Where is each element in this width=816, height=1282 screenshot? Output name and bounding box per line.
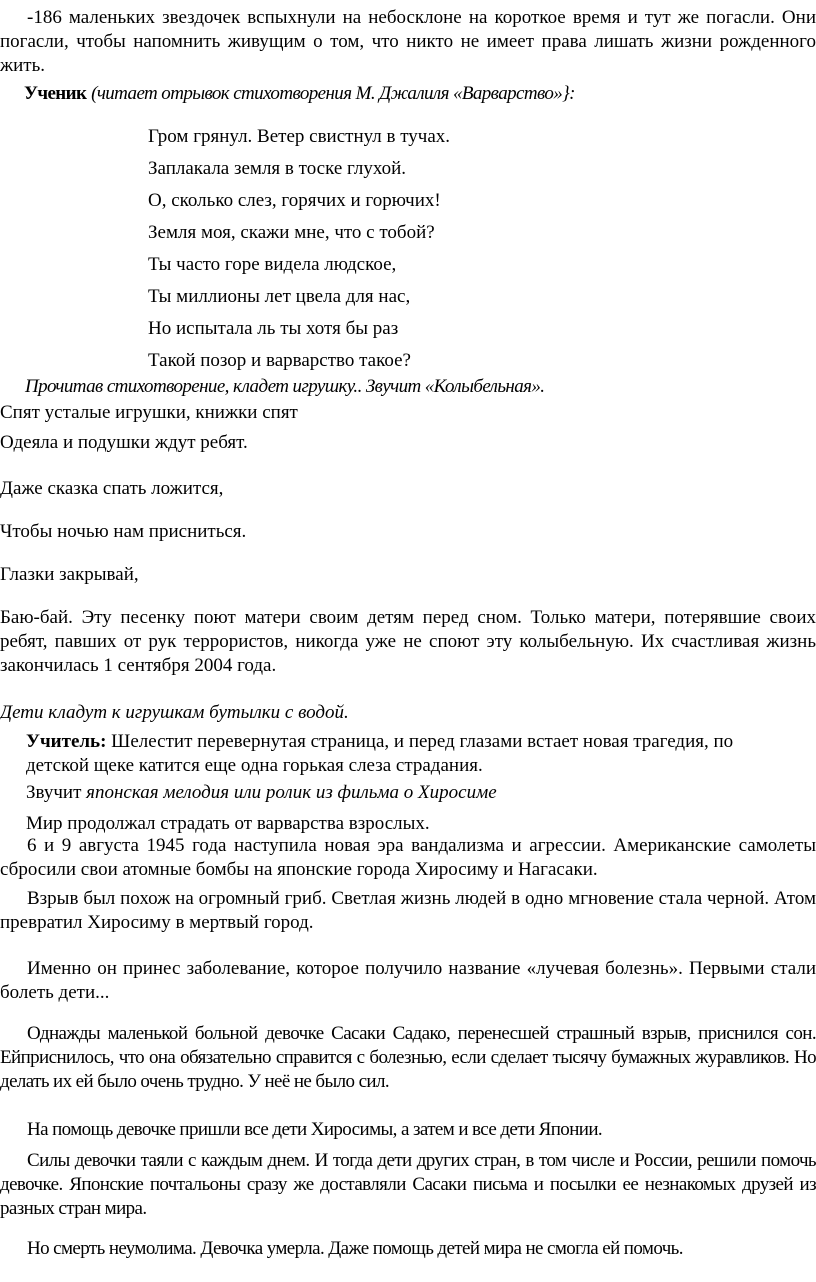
blast-paragraph: Взрыв был похож на огромный гриб. Светлая жизнь людей в одно мгновение стала черной. Атом превратил Хиросиму в мертвый город. — [0, 888, 816, 933]
student-note: (читает отрывок стихотворения М. Джалиля «Варварство»}: — [91, 83, 575, 104]
sounds-line — [0, 781, 816, 805]
lullaby-line: Глазки закрывай, — [0, 564, 139, 585]
disease-paragraph: Именно он принес заболевание, которое получило название «лучевая болезнь». Первыми стали болеть дети... — [0, 958, 816, 1003]
poem — [148, 121, 450, 377]
poem-line: Заплакала земля в тоске глухой. — [148, 158, 407, 179]
sounds-prefix: Звучит — [26, 782, 87, 803]
poem-line: Такой позор и варварство такое? — [148, 350, 411, 371]
poem-line: Но испытала ль ты хотя бы раз — [148, 318, 399, 339]
poem-line: О, сколько слез, горячих и горючих! — [148, 190, 441, 211]
world-line: Мир продолжал страдать от варварства взрослых. — [26, 813, 430, 834]
bayu-paragraph: Баю-бай. Эту песенку поют матери своим детям перед сном. Только матери, потерявшие своих ребят, павших от рук террористов, никогда уже не споют эту колыбельную. Их счастливая жизнь закончилась 1 сентября 2004 года. — [0, 607, 816, 676]
august-paragraph: 6 и 9 августа 1945 года наступила новая эра вандализма и агрессии. Американские самолеты сбросили свои атомные бомбы на японские города Хиросиму и Нагасаки. — [0, 835, 816, 880]
teacher-line-2: детской щеке катится еще одна горькая слеза страдания. — [26, 755, 483, 776]
teacher-line — [0, 730, 816, 754]
intro-paragraph: -186 маленьких звездочек вспыхнули на небосклоне на короткое время и тут же погасли. Они погасли, чтобы напомнить живущим о том, что никто не имеет права лишать жизни рожденного жить. — [0, 7, 816, 76]
lullaby-line: Спят усталые игрушки, книжки спят — [0, 402, 298, 423]
sadako-paragraph: Однажды маленькой больной девочке Сасаки Садако, перенесшей страшный взрыв, приснился сон. Ейприснилось, что она обязательно справится с болезнью, если сделает тысячу бумажных журавликов. Но делать их ей было очень трудно. У неё не было сил. — [0, 1023, 816, 1092]
lullaby-line: Чтобы ночью нам присниться. — [0, 521, 247, 542]
teacher-label: Учитель: — [26, 731, 107, 752]
teacher-text: Шелестит перевернутая страница, и перед глазами встает новая трагедия, по — [106, 731, 734, 752]
strength-paragraph: Силы девочки таяли с каждым днем. И тогда дети других стран, в том числе и России, решили помочь девочке. Японские почтальоны сразу же доставляли Сасаки письма и посылки ее незнакомых друзей из разных стран мира. — [0, 1150, 816, 1219]
poem-line: Гром грянул. Ветер свистнул в тучах. — [148, 126, 451, 147]
poem-line: Ты миллионы лет цвела для нас, — [148, 286, 411, 307]
stage-direction-lullaby: Прочитав стихотворение, кладет игрушку.. Звучит «Колыбельная». — [25, 376, 545, 397]
help-line: На помощь девочке пришли все дети Хиросимы, а затем и все дети Японии. — [27, 1119, 603, 1140]
death-line: Но смерть неумолима. Девочка умерла. Даже помощь детей мира не смогла ей помочь. — [27, 1238, 683, 1259]
poem-line: Ты часто горе видела людское, — [148, 254, 397, 275]
lullaby-line: Даже сказка спать ложится, — [0, 478, 224, 499]
stage-direction-water: Дети кладут к игрушкам бутылки с водой. — [0, 702, 349, 723]
student-line — [0, 82, 816, 106]
poem-line: Земля моя, скажи мне, что с тобой? — [148, 222, 435, 243]
lullaby-line: Одеяла и подушки ждут ребят. — [0, 432, 248, 453]
sounds-italic: японская мелодия или ролик из фильма о Хиросиме — [86, 782, 497, 803]
student-label: Ученик — [24, 83, 87, 104]
